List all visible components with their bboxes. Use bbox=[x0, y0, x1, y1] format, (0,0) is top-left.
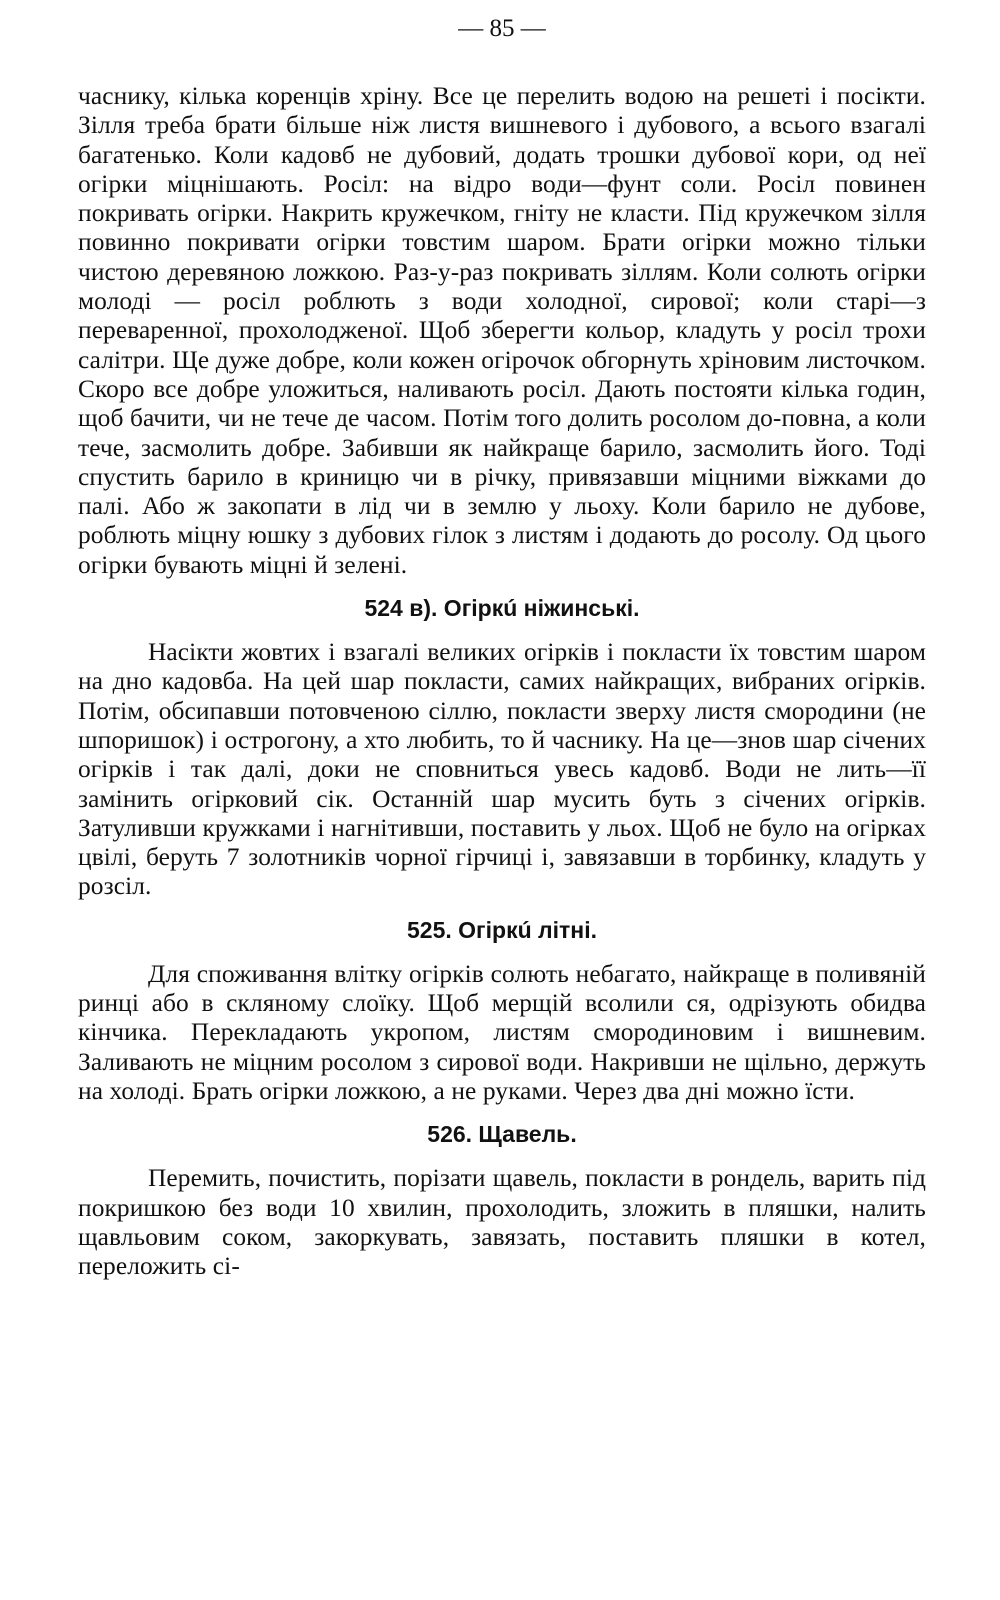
intro-paragraph: часнику, кілька коренців хріну. Все це перелить водою на решеті і посікти. Зілля треба брати більше ніж листя вишневого і дубового, а всього взагалі багатенько. Коли кадовб не дубовий, додать трошки дубової кори, од неї огірки міцнішають. Росіл: на відро води—фунт соли. Росіл повинен покривать огірки. Накрить кружечком, гніту не класти. Під кружечком зілля повинно покривати огірки товстим шаром. Брати огірки можно тільки чистою деревяною ложкою. Раз-у-раз покривать зіллям. Коли солють огірки молоді — росіл роблють з води холодної, сирової; коли старі—з переваренної, прохолодженої. Щоб зберегти кольор, кладуть у росіл трохи салітри. Ще дуже добре, коли кожен огірочок обгорнуть хріновим листочком. Скоро все добре уложиться, наливають росіл. Дають постояти кілька годин, щоб бачити, чи не тече де часом. Потім того долить росолом до-повна, а коли тече, засмолить добре. Забивши як найкраще барило, засмолить його. Тоді спустить барило в криницю чи в річку, привязавши міцними віжками до палі. Або ж закопати в лід чи в землю у льоху. Коли барило не дубове, роблють міцну юшку з дубових гілок з листям і додають до росолу. Од цього огірки бувають міцні й зелені. bbox=[78, 82, 926, 579]
recipe-text-525: Для споживання влітку огірків солють небагато, найкраще в поливяній ринці або в скляному слоїку. Щоб мерщій всолили ся, одрізують обидва кінчика. Перекладають укропом, листям смородиновим і вишневим. Заливають не міцним росолом з сирової води. Накривши не щільно, держуть на холоді. Брать огірки ложкою, а не руками. Через два дні можно їсти. bbox=[78, 959, 926, 1105]
recipe-text-526: Перемить, почистить, порізати щавель, покласти в рондель, варить під покришкою без води 10 хвилин, прохолодить, зложить в пляшки, налить щавльовим соком, закоркувать, завязать, поставить пляшки в котел, переложить сі- bbox=[78, 1164, 926, 1281]
recipe-text-524: Насікти жовтих і взагалі великих огірків і покласти їх товстим шаром на дно кадовба. На цей шар покласти, самих найкращих, вибраних огірків. Потім, обсипавши потовченою сіллю, покласти зверху листя смородини (не шпоришок) і острогону, а хто любить, то й часнику. На це—знов шар січених огірків і так далі, доки не сповниться увесь кадовб. Води не лить—її замінить огірковий сік. Останній шар мусить буть з січених огірків. Затуливши кружками і нагнітивши, поставить у льох. Щоб не було на огірках цвілі, беруть 7 золотників чорної гірчиці і, завязавши в торбинку, кладуть у розсіл. bbox=[78, 638, 926, 901]
recipe-heading-524: 524 в). Огіркú ніжинські. bbox=[364, 595, 640, 622]
page-number: — 85 — bbox=[458, 15, 546, 42]
book-page bbox=[78, 14, 926, 1588]
recipe-heading-526: 526. Щавель. bbox=[427, 1121, 577, 1148]
recipe-heading-525: 525. Огіркú літні. bbox=[407, 916, 597, 943]
